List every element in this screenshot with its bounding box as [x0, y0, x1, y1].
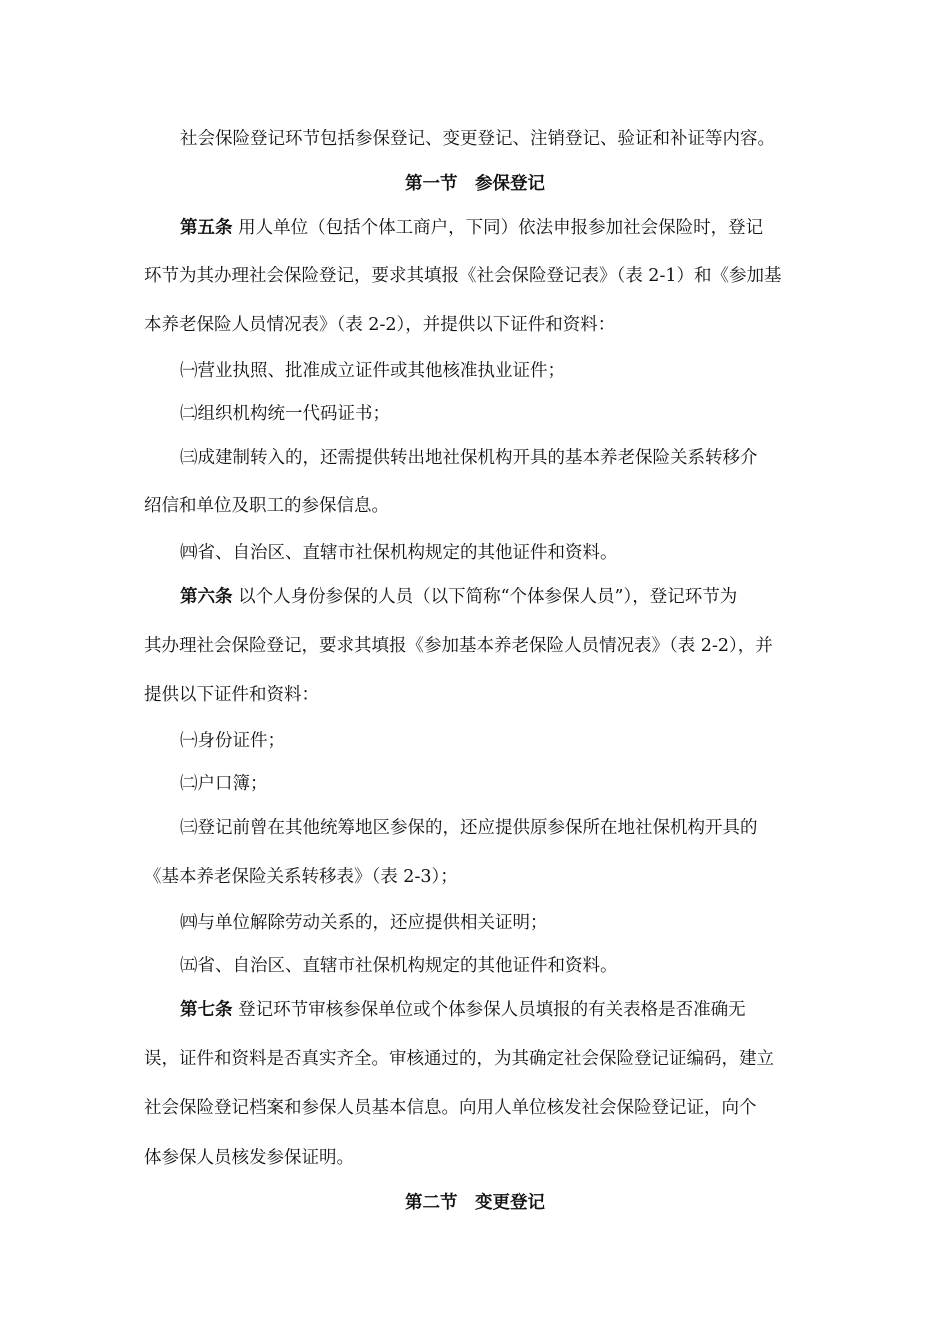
article-5-item-4: ㈣省、自治区、直辖市社保机构规定的其他证件和资料。: [180, 543, 618, 563]
article-5-text: 用人单位（包括个体工商户，下同）依法申报参加社会保险时，登记: [238, 218, 764, 238]
article-6-item-3-line-2: 《基本养老保险关系转移表》（表 2-3）；: [144, 867, 458, 887]
article-6-item-4: ㈣与单位解除劳动关系的，还应提供相关证明；: [180, 913, 548, 933]
article-5-line-1: [180, 216, 880, 240]
article-6-text: 以个人身份参保的人员（以下简称“个体参保人员”），登记环节为: [238, 587, 738, 607]
article-5-item-2: ㈡组织机构统一代码证书；: [180, 404, 390, 424]
intro-paragraph: 社会保险登记环节包括参保登记、变更登记、注销登记、验证和补证等内容。: [180, 129, 775, 149]
article-7-text: 登记环节审核参保单位或个体参保人员填报的有关表格是否准确无: [238, 1000, 746, 1020]
article-7-label: 第七条: [180, 1000, 233, 1020]
article-6-item-2: ㈡户口簿；: [180, 774, 268, 794]
article-6-item-3-line-1: ㈢登记前曾在其他统筹地区参保的，还应提供原参保所在地社保机构开具的: [180, 818, 758, 838]
section-heading-1: 第一节 参保登记: [405, 174, 545, 194]
article-6-line-3: 提供以下证件和资料：: [144, 685, 319, 705]
article-6-item-1: ㈠身份证件；: [180, 731, 285, 751]
article-5-line-3: 本养老保险人员情况表》（表 2-2），并提供以下证件和资料：: [144, 315, 616, 335]
article-7-line-4: 体参保人员核发参保证明。: [144, 1148, 354, 1168]
article-6-label: 第六条: [180, 587, 233, 607]
article-7-line-2: 误，证件和资料是否真实齐全。审核通过的，为其确定社会保险登记证编码，建立: [144, 1049, 774, 1069]
article-5-item-3-line-2: 绍信和单位及职工的参保信息。: [144, 496, 389, 516]
article-6-line-2: 其办理社会保险登记，要求其填报《参加基本养老保险人员情况表》（表 2-2），并: [144, 636, 773, 656]
article-5-item-1: ㈠营业执照、批准成立证件或其他核准执业证件；: [180, 361, 565, 381]
article-7-line-1: [180, 998, 880, 1022]
article-6-item-5: ㈤省、自治区、直辖市社保机构规定的其他证件和资料。: [180, 956, 618, 976]
article-5-item-3-line-1: ㈢成建制转入的，还需提供转出地社保机构开具的基本养老保险关系转移介: [180, 448, 758, 468]
article-6-line-1: [180, 585, 880, 609]
article-5-line-2: 环节为其办理社会保险登记，要求其填报《社会保险登记表》（表 2-1）和《参加基: [144, 266, 782, 286]
section-heading-2: 第二节 变更登记: [405, 1193, 545, 1213]
article-7-line-3: 社会保险登记档案和参保人员基本信息。向用人单位核发社会保险登记证，向个: [144, 1098, 757, 1118]
article-5-label: 第五条: [180, 218, 233, 238]
